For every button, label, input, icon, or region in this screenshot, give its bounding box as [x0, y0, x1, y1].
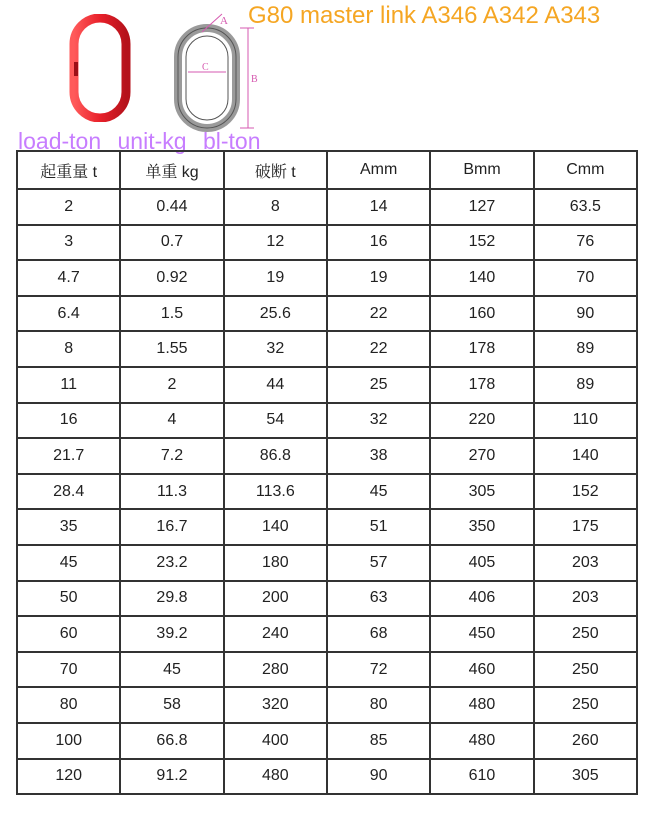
table-cell: 19: [224, 260, 327, 296]
table-cell: 89: [534, 331, 637, 367]
table-cell: 350: [430, 509, 533, 545]
table-cell: 38: [327, 438, 430, 474]
red-master-link-image: [68, 14, 132, 122]
table-cell: 400: [224, 723, 327, 759]
table-cell: 203: [534, 545, 637, 581]
table-cell: 44: [224, 367, 327, 403]
table-row: [17, 616, 637, 652]
table-cell: 50: [17, 581, 120, 617]
label-unit-kg: unit-kg: [117, 128, 187, 154]
table-row: [17, 296, 637, 332]
table-cell: 90: [534, 296, 637, 332]
table-cell: 45: [327, 474, 430, 510]
table-cell: 60: [17, 616, 120, 652]
table-cell: 35: [17, 509, 120, 545]
table-cell: 203: [534, 581, 637, 617]
table-cell: 7.2: [120, 438, 223, 474]
table-cell: 85: [327, 723, 430, 759]
table-cell: 12: [224, 225, 327, 261]
table-cell: 45: [17, 545, 120, 581]
table-cell: 140: [534, 438, 637, 474]
table-cell: 70: [17, 652, 120, 688]
table-row: [17, 225, 637, 261]
table-cell: 250: [534, 687, 637, 723]
table-cell: 80: [17, 687, 120, 723]
table-cell: 270: [430, 438, 533, 474]
table-cell: 178: [430, 367, 533, 403]
table-cell: 610: [430, 759, 533, 795]
table-cell: 6.4: [17, 296, 120, 332]
table-row: [17, 189, 637, 225]
table-body: [17, 189, 637, 794]
table-cell: 57: [327, 545, 430, 581]
table-cell: 45: [120, 652, 223, 688]
table-cell: 480: [224, 759, 327, 795]
header-area: [0, 0, 650, 154]
table-row: [17, 403, 637, 439]
table-cell: 480: [430, 687, 533, 723]
table-cell: 320: [224, 687, 327, 723]
table-cell: 100: [17, 723, 120, 759]
column-header: 起重量 t: [17, 151, 120, 189]
table-cell: 21.7: [17, 438, 120, 474]
table-cell: 39.2: [120, 616, 223, 652]
table-cell: 80: [327, 687, 430, 723]
spec-table-container: [16, 150, 638, 795]
table-row: [17, 687, 637, 723]
table-row: [17, 367, 637, 403]
column-header: 破断 t: [224, 151, 327, 189]
table-cell: 54: [224, 403, 327, 439]
column-header: Cmm: [534, 151, 637, 189]
table-cell: 140: [224, 509, 327, 545]
table-row: [17, 581, 637, 617]
table-cell: 66.8: [120, 723, 223, 759]
diagram-label-b: B: [251, 74, 258, 85]
column-header: Amm: [327, 151, 430, 189]
table-cell: 22: [327, 331, 430, 367]
table-cell: 19: [327, 260, 430, 296]
table-cell: 51: [327, 509, 430, 545]
table-cell: 70: [534, 260, 637, 296]
table-row: [17, 545, 637, 581]
table-cell: 460: [430, 652, 533, 688]
table-cell: 63.5: [534, 189, 637, 225]
table-cell: 178: [430, 331, 533, 367]
table-cell: 72: [327, 652, 430, 688]
table-cell: 480: [430, 723, 533, 759]
table-cell: 0.92: [120, 260, 223, 296]
table-cell: 200: [224, 581, 327, 617]
table-row: [17, 652, 637, 688]
table-cell: 25: [327, 367, 430, 403]
table-row: [17, 723, 637, 759]
table-cell: 22: [327, 296, 430, 332]
table-cell: 90: [327, 759, 430, 795]
label-bl-ton: bl-ton: [202, 128, 261, 154]
table-cell: 0.44: [120, 189, 223, 225]
diagram-label-a: A: [220, 15, 228, 27]
table-row: [17, 438, 637, 474]
table-cell: 113.6: [224, 474, 327, 510]
table-cell: 16.7: [120, 509, 223, 545]
table-cell: 406: [430, 581, 533, 617]
table-cell: 58: [120, 687, 223, 723]
table-row: [17, 331, 637, 367]
table-cell: 250: [534, 652, 637, 688]
table-cell: 68: [327, 616, 430, 652]
table-cell: 2: [120, 367, 223, 403]
diagram-label-c: C: [202, 62, 209, 73]
table-cell: 140: [430, 260, 533, 296]
table-cell: 1.5: [120, 296, 223, 332]
table-cell: 152: [430, 225, 533, 261]
table-cell: 29.8: [120, 581, 223, 617]
table-row: [17, 474, 637, 510]
table-cell: 63: [327, 581, 430, 617]
table-cell: 260: [534, 723, 637, 759]
table-cell: 240: [224, 616, 327, 652]
table-row: [17, 509, 637, 545]
table-row: [17, 260, 637, 296]
table-cell: 250: [534, 616, 637, 652]
column-header: 单重 kg: [120, 151, 223, 189]
table-cell: 220: [430, 403, 533, 439]
table-cell: 89: [534, 367, 637, 403]
table-header-row: [17, 151, 637, 189]
page-title: G80 master link A346 A342 A343: [248, 2, 601, 29]
table-cell: 23.2: [120, 545, 223, 581]
table-cell: 32: [327, 403, 430, 439]
table-cell: 4: [120, 403, 223, 439]
table-cell: 32: [224, 331, 327, 367]
table-row: [17, 759, 637, 795]
table-cell: 1.55: [120, 331, 223, 367]
table-cell: 11.3: [120, 474, 223, 510]
table-cell: 127: [430, 189, 533, 225]
table-cell: 110: [534, 403, 637, 439]
table-cell: 152: [534, 474, 637, 510]
table-cell: 8: [17, 331, 120, 367]
table-cell: 180: [224, 545, 327, 581]
table-cell: 14: [327, 189, 430, 225]
table-cell: 0.7: [120, 225, 223, 261]
table-cell: 280: [224, 652, 327, 688]
table-cell: 305: [534, 759, 637, 795]
table-cell: 3: [17, 225, 120, 261]
column-header: Bmm: [430, 151, 533, 189]
table-cell: 305: [430, 474, 533, 510]
spec-table: [16, 150, 638, 795]
table-cell: 91.2: [120, 759, 223, 795]
table-cell: 16: [327, 225, 430, 261]
table-cell: 86.8: [224, 438, 327, 474]
table-cell: 120: [17, 759, 120, 795]
table-cell: 8: [224, 189, 327, 225]
table-cell: 405: [430, 545, 533, 581]
table-cell: 450: [430, 616, 533, 652]
table-cell: 4.7: [17, 260, 120, 296]
table-cell: 160: [430, 296, 533, 332]
table-cell: 16: [17, 403, 120, 439]
table-cell: 25.6: [224, 296, 327, 332]
table-cell: 2: [17, 189, 120, 225]
table-cell: 11: [17, 367, 120, 403]
table-cell: 175: [534, 509, 637, 545]
table-cell: 28.4: [17, 474, 120, 510]
label-load-ton: load-ton: [18, 128, 102, 154]
table-cell: 76: [534, 225, 637, 261]
